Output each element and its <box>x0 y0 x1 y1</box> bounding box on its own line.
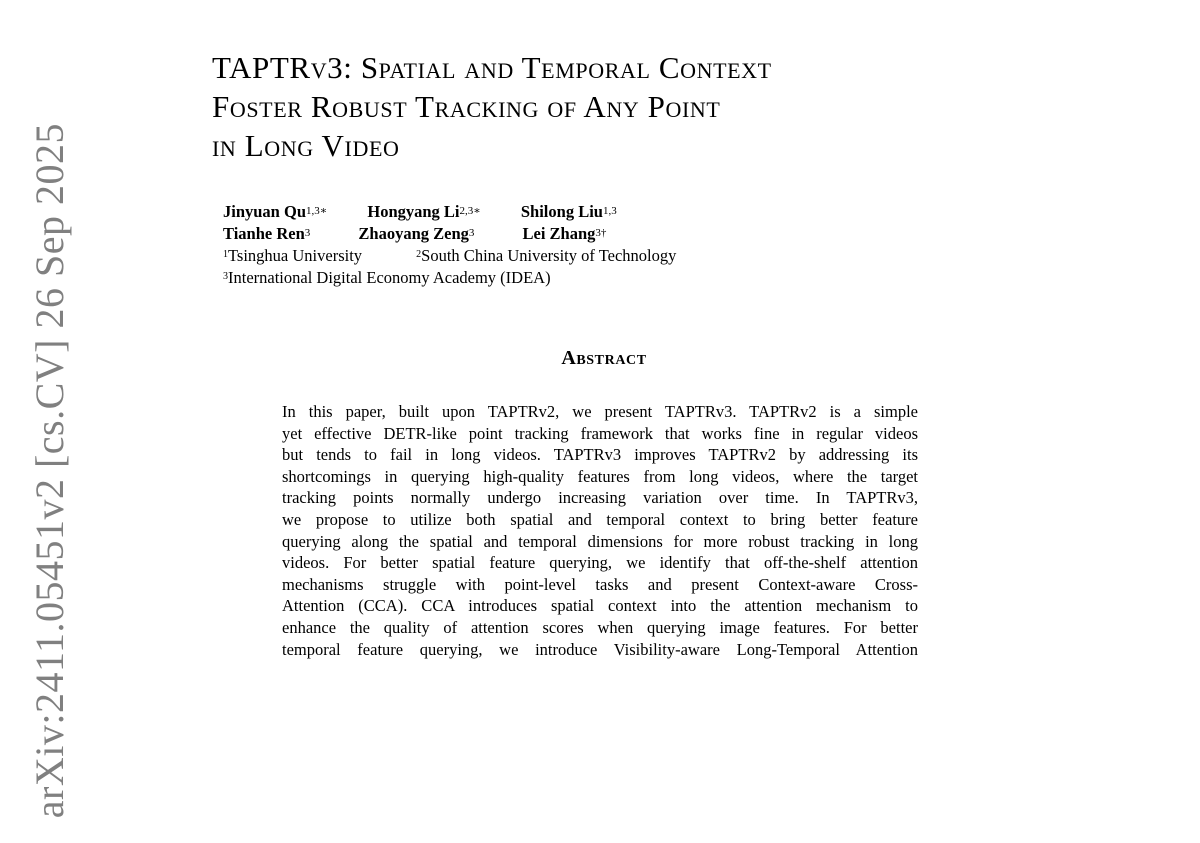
author-name: Shilong Liu <box>520 202 603 221</box>
abstract-line: querying along the spatial and temporal dimensions for more robust tracking in long <box>282 531 918 551</box>
abstract-heading: Abstract <box>561 347 647 369</box>
arxiv-identifier-stamp: arXiv:2411.05451v2 [cs.CV] 26 Sep 2025 <box>27 123 72 819</box>
paper-title-line-2: Foster Robust Tracking of Any Point <box>212 89 721 124</box>
abstract-line: enhance the quality of attention scores when querying image features. For better <box>282 617 918 637</box>
affiliation-row-2 <box>223 267 923 289</box>
author-name: Zhaoyang Zeng <box>358 224 469 243</box>
author-name: Hongyang Li <box>367 202 460 221</box>
abstract-line: shortcomings in querying high-quality features from long videos, where the target <box>282 466 918 486</box>
author-row-1 <box>223 201 923 223</box>
author <box>358 223 474 245</box>
affiliation-marker: 1 <box>223 249 228 260</box>
abstract-line: videos. For better spatial feature querying, we identify that off-the-shelf attention <box>282 553 918 573</box>
affiliation <box>223 267 551 289</box>
abstract-line: mechanisms struggle with point-level tasks and present Context-aware Cross- <box>282 574 918 594</box>
author-affiliation-marker: 2,3∗ <box>459 205 481 217</box>
affiliation-row-1 <box>223 245 923 267</box>
affiliation <box>416 245 676 267</box>
author-name: Lei Zhang <box>522 224 596 243</box>
author-affiliation-marker: 1,3 <box>602 205 617 217</box>
author-affiliation-marker: 3† <box>595 227 607 239</box>
abstract-line: In this paper, built upon TAPTRv2, we present TAPTRv3. TAPTRv2 is a simple <box>282 402 918 421</box>
author <box>523 223 607 245</box>
author <box>521 201 617 223</box>
affiliation <box>223 245 362 267</box>
author-affiliation-marker: 3 <box>468 227 475 239</box>
abstract-line: Attention (CCA). CCA introduces spatial context into the attention mechanism to <box>282 596 918 616</box>
affiliation-name: Tsinghua University <box>228 246 363 265</box>
author <box>223 201 327 223</box>
abstract-line: tracking points normally undergo increasing variation over time. In TAPTRv3, <box>282 488 918 508</box>
abstract-line: we propose to utilize both spatial and temporal context to bring better feature <box>282 509 918 529</box>
author-name: Tianhe Ren <box>223 224 305 243</box>
paper-title-line-1: TAPTRv3: Spatial and Temporal Context <box>212 50 772 85</box>
author-row-2 <box>223 223 923 245</box>
author <box>223 223 310 245</box>
affiliation-name: International Digital Economy Academy (IDEA) <box>228 268 551 287</box>
affiliation-marker: 2 <box>416 249 422 260</box>
author-name: Jinyuan Qu <box>223 202 306 221</box>
paper-title-line-3: in Long Video <box>212 128 400 163</box>
author <box>367 201 480 223</box>
author-affiliation-marker: 3 <box>304 227 311 239</box>
author-block <box>223 201 923 289</box>
abstract-body <box>282 401 918 660</box>
affiliation-name: South China University of Technology <box>421 246 677 265</box>
author-affiliation-marker: 1,3∗ <box>306 205 328 217</box>
paper-title <box>212 48 972 165</box>
abstract-line: but tends to fail in long videos. TAPTRv3 improves TAPTRv2 by addressing its <box>282 445 918 465</box>
abstract-line: yet effective DETR-like point tracking framework that works fine in regular videos <box>282 423 918 443</box>
abstract-line: temporal feature querying, we introduce Visibility-aware Long-Temporal Attention <box>282 639 918 659</box>
affiliation-marker: 3 <box>223 271 228 282</box>
